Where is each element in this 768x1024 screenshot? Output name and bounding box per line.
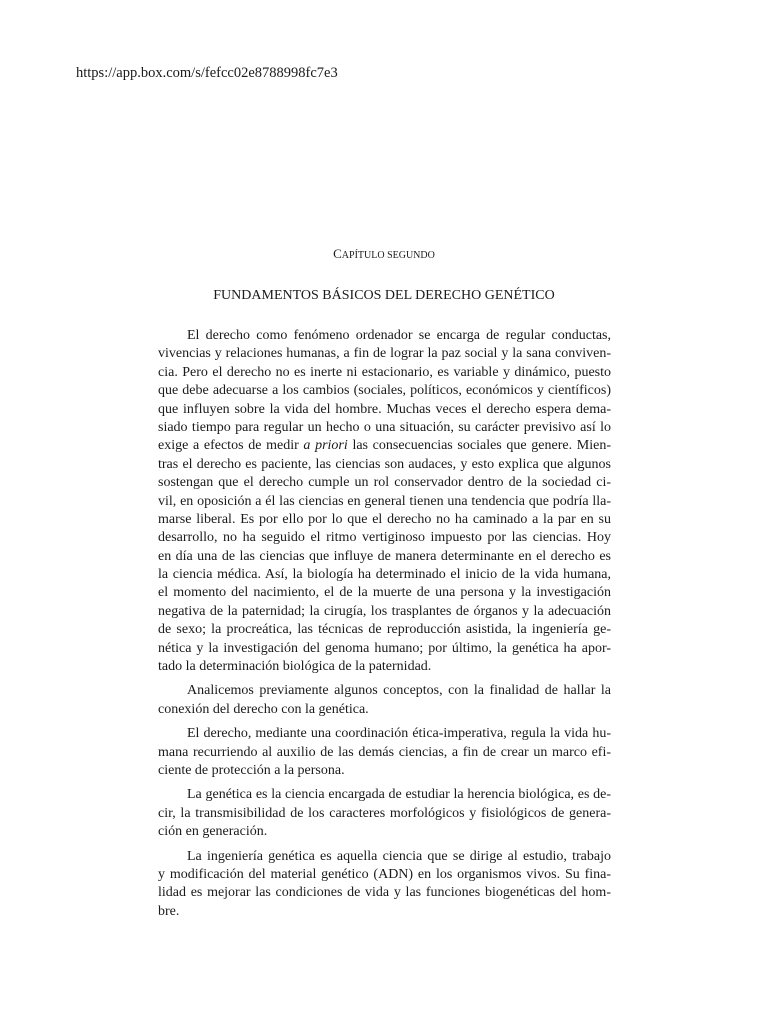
text-line: conexión del derecho con la genética. (158, 701, 369, 717)
paragraph (158, 848, 611, 922)
text-line: ción en generación. (158, 824, 268, 840)
text-line: la ciencia médica. Así, la biología ha determinado el inicio de la vida humana, (158, 567, 611, 583)
chapter-label (0, 246, 768, 262)
text-line: sostengan que el derecho cumple un rol conservador dentro de la sociedad ci- (158, 475, 611, 491)
text-line: nética y la investigación del genoma humano; por último, la genética ha apor- (158, 640, 611, 656)
text-line: El derecho, mediante una coordinación ética-imperativa, regula la vida hu- (187, 726, 611, 742)
chapter-rest: APÍTULO SEGUNDO (341, 250, 435, 261)
paragraph (158, 682, 611, 719)
text-line: bre. (158, 903, 180, 919)
text-line: ciente de protección a la persona. (158, 762, 345, 778)
text-line: de sexo; la procreática, las técnicas de reproducción asistida, la ingeniería ge- (158, 622, 611, 638)
text-line: siado tiempo para regular un hecho o una situación, su carácter previsivo así lo (158, 419, 611, 435)
text-line: vil, en oposición a él las ciencias en general tienen una tendencia que podría lla- (158, 493, 611, 509)
text-line: marse liberal. Es por ello por lo que el derecho no ha caminado a la par en su (158, 511, 611, 527)
text-line: Analicemos previamente algunos conceptos, con la finalidad de hallar la (187, 683, 611, 699)
paragraph (158, 327, 611, 676)
paragraph (158, 725, 611, 780)
text-line: y modificación del material genético (ADN) en los organismos vivos. Su fina- (158, 866, 611, 882)
text-line: lidad es mejorar las condiciones de vida y las funciones biogenéticas del hom- (158, 885, 611, 901)
text-line: que influyen sobre la vida del hombre. Muchas veces el derecho espera dema- (158, 401, 611, 417)
text-line: El derecho como fenómeno ordenador se encarga de regular conductas, (187, 328, 611, 343)
text-line: desarrollo, no ha seguido el ritmo vertiginoso impuesto por las ciencias. Hoy (158, 530, 611, 546)
text-line: La ingeniería genética es aquella ciencia que se dirige al estudio, trabajo (187, 848, 611, 864)
text-line: mana recurriendo al auxilio de las demás ciencias, a fin de crear un marco efi- (158, 744, 611, 760)
text-line: vivencias y relaciones humanas, a fin de lograr la paz social y la sana conviven- (158, 346, 611, 362)
text-line: La genética es la ciencia encargada de estudiar la herencia biológica, es de- (187, 787, 611, 803)
text-line: en día una de las ciencias que influye de manera determinante en el derecho es (158, 548, 611, 564)
paragraph (158, 786, 611, 841)
text-line: negativa de la paternidad; la cirugía, los trasplantes de órganos y la adecuación (158, 603, 611, 619)
chapter-initial: C (333, 246, 342, 261)
text-line: el momento del nacimiento, el de la muerte de una persona y la investigación (158, 585, 611, 601)
text-line: que debe adecuarse a los cambios (sociales, políticos, económicos y científicos) (158, 383, 611, 399)
chapter-title: FUNDAMENTOS BÁSICOS DEL DERECHO GENÉTICO (213, 288, 555, 303)
text-line: exige a efectos de medir a priori las consecuencias sociales que genere. Mien- (158, 438, 611, 454)
text-line: tras el derecho es paciente, las ciencias son audaces, y esto explica que algunos (158, 456, 611, 472)
text-line: cir, la transmisibilidad de los caracteres morfológicos y fisiológicos de genera- (158, 805, 611, 821)
text-line: cia. Pero el derecho no es inerte ni estacionario, es variable y dinámico, puesto (158, 364, 611, 380)
text-line: tado la determinación biológica de la paternidad. (158, 659, 432, 675)
body-text (158, 327, 611, 927)
source-url: https://app.box.com/s/fefcc02e8788998fc7e3 (76, 65, 338, 81)
